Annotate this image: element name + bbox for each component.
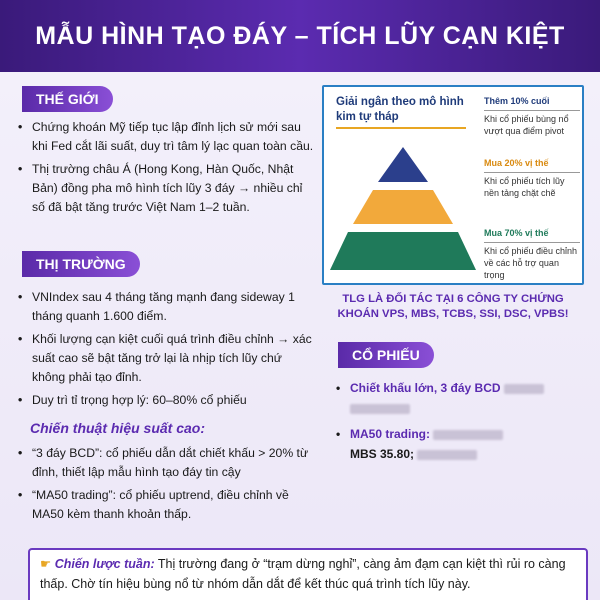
- stock-extra: MBS 35.80;: [350, 447, 415, 461]
- weekly-strategy-lead: Chiến lược tuần:: [54, 557, 155, 571]
- pyramid-middle-tier: [353, 190, 453, 224]
- pointer-icon: ☛: [40, 557, 55, 571]
- redacted-block: [504, 384, 544, 394]
- strategy-list: [18, 444, 318, 528]
- section-heading-world: THẾ GIỚI: [22, 86, 113, 112]
- list-item: • VNIndex sau 4 tháng tăng mạnh đang sideway 1 tháng quanh 1.600 điểm.: [18, 288, 316, 326]
- weekly-strategy-text: Thị trường đang ở “trạm dừng nghỉ”, càng ảm đạm cạn kiệt thì rủi ro càng thấp. Chờ tín hiệu bùng nổ từ nhóm dẫn dắt để kết thúc quá trình tích lũy này.: [40, 557, 566, 591]
- list-item: • “MA50 trading”: cổ phiếu uptrend, điều chỉnh về MA50 kèm thanh khoản thấp.: [18, 486, 318, 524]
- stock-label: MA50 trading:: [350, 427, 431, 441]
- stock-label: Chiết khấu lớn, 3 đáy BCD: [350, 381, 501, 395]
- header-banner: [0, 0, 600, 72]
- list-item: • Chứng khoán Mỹ tiếp tục lập đỉnh lịch sử mới sau khi Fed cắt lãi suất, duy trì tâm lý lạc quan toàn cầu.: [18, 118, 316, 156]
- pyramid-note-top: Thêm 10% cuối Khi cổ phiếu bùng nổ vượt qua điểm pivot: [484, 95, 580, 137]
- pyramid-note-middle: Mua 20% vị thế Khi cổ phiếu tích lũy nền tảng chặt chẽ: [484, 157, 580, 199]
- pyramid-bottom-tier: [330, 232, 476, 270]
- list-item: • Thị trường châu Á (Hong Kong, Hàn Quốc, Nhật Bản) đồng pha mô hình tích lũy 3 đáy → nhiều chỉ số đã bật tăng trước Việt Nam 1–2 tuần.: [18, 160, 316, 217]
- stocks-list: [336, 378, 586, 464]
- page-title: MẪU HÌNH TẠO ĐÁY – TÍCH LŨY CẠN KIỆT: [35, 21, 565, 50]
- weekly-strategy-box: [28, 548, 588, 600]
- list-item: • “3 đáy BCD”: cổ phiếu dẫn dắt chiết khấu > 20% từ đỉnh, thiết lập mẫu hình tạo đáy tin cậy: [18, 444, 318, 482]
- strategy-heading: Chiến thuật hiệu suất cao:: [30, 420, 206, 436]
- list-item: [336, 378, 586, 418]
- pyramid-top-tier: [378, 147, 428, 182]
- partner-text: TLG LÀ ĐỐI TÁC TẠI 6 CÔNG TY CHỨNG KHOÁN VPS, MBS, TCBS, SSI, DSC, VPBS!: [337, 293, 569, 320]
- pyramid-title: Giải ngân theo mô hình kim tự tháp: [336, 95, 466, 129]
- world-list: [18, 118, 316, 221]
- section-heading-market: THỊ TRƯỜNG: [22, 251, 140, 277]
- pyramid-graphic: [328, 142, 478, 282]
- list-item: • Duy trì tỉ trọng hợp lý: 60–80% cổ phiếu: [18, 391, 316, 410]
- pyramid-note-bottom: Mua 70% vị thế Khi cổ phiếu điều chỉnh về các hỗ trợ quan trọng: [484, 227, 580, 281]
- market-list: [18, 288, 316, 414]
- redacted-block: [350, 404, 410, 414]
- redacted-block: [433, 430, 503, 440]
- redacted-block: [417, 450, 477, 460]
- pyramid-infographic: [322, 85, 584, 285]
- section-heading-stocks: CỔ PHIẾU: [338, 342, 434, 368]
- list-item: [336, 424, 586, 464]
- list-item: • Khối lượng cạn kiệt cuối quá trình điều chỉnh → xác suất cao sẽ bật tăng trở lại là nhịp tích lũy chứ không phải tạo đỉnh.: [18, 330, 316, 387]
